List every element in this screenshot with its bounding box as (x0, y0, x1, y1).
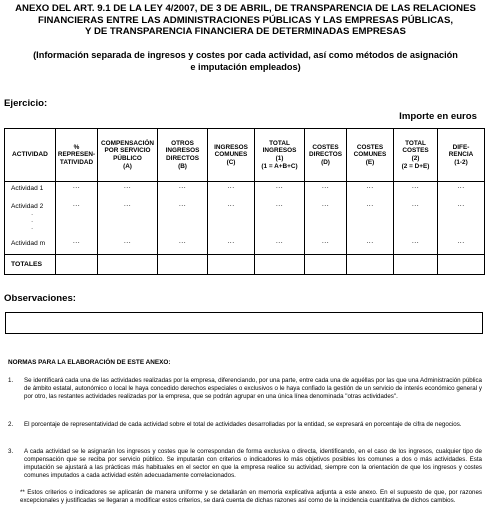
header-line: (C) (226, 158, 236, 166)
placeholder-value: ... (72, 201, 81, 208)
activity-label: Actividad 2 (11, 203, 44, 210)
data-cell[interactable] (305, 182, 347, 255)
ellipsis-dot: · (31, 218, 34, 225)
activity-label: Actividad m (11, 240, 46, 247)
placeholder-value: ... (227, 201, 235, 208)
header-line: DIRECTOS (309, 151, 342, 159)
data-cell[interactable] (56, 182, 98, 255)
placeholder-value: ... (321, 183, 330, 190)
totals-cell[interactable] (347, 255, 394, 275)
placeholder-value: ... (366, 201, 374, 208)
header-line: INGRESOS (214, 143, 248, 151)
header-line: COMUNES (214, 151, 248, 159)
placeholder-value: ... (411, 238, 420, 245)
norma-text: A cada actividad se le asignarán los ingresos y costes que le correspondan de forma exclusiva o directa, identificando, en el caso de los ingresos, cualquier tipo de compensación que se reciba por servicio público. Se imputarán con criterios o indicadores lo más objetivos posibles los comunes a dos o más actividades. Esta imputación se ajustará a las prácticas más habituales en el sector en que la empresa realice su actividad, siempre con la orientación de que los ingresos y costes comunes imputados a cada actividad estén adecuadamente correlacionados. (24, 448, 482, 479)
header-line: COMUNES (353, 151, 387, 159)
header-line: (1 = A+B+C) (261, 162, 298, 170)
totals-cell[interactable] (438, 255, 485, 275)
placeholder-value: ... (457, 183, 465, 190)
placeholder-value: ... (123, 201, 132, 208)
header-line: POR SERVICIO (104, 147, 151, 155)
observaciones-label: Observaciones: (4, 293, 76, 304)
title-line: ANEXO DEL ART. 9.1 DE LA LEY 4/2007, DE 3 DE ABRIL, DE TRANSPARENCIA DE LAS RELACIONES (15, 3, 476, 14)
data-cell[interactable] (208, 182, 255, 255)
norma-item (8, 377, 482, 401)
subtitle-line: (Información separada de ingresos y costes por cada actividad, así como métodos de asignación (33, 50, 458, 60)
data-cell[interactable] (347, 182, 394, 255)
col-header-actividad (5, 129, 56, 182)
col-header-representatividad (56, 129, 98, 182)
ejercicio-label: Ejercicio: (4, 98, 48, 109)
placeholder-value: ... (123, 238, 132, 245)
placeholder-value: ... (72, 238, 81, 245)
data-cell[interactable] (394, 182, 438, 255)
header-line: COSTES (312, 143, 339, 151)
normas-note: ** Estos criterios o indicadores se aplicarán de manera uniforme y se detallarán en memoria explicativa adjunta a este anexo. En el supuesto de que, por razones excepcionales y justificadas se llegaran a modificar estos criterios, se dará cuenta de dichas razones así como de la incidencia cuantitativa de dichos cambios. (20, 489, 482, 504)
totals-label: TOTALES (5, 255, 56, 275)
importe-label: Importe en euros (399, 111, 477, 122)
col-header-ingresos-comunes (208, 129, 255, 182)
table-header-row (5, 129, 485, 182)
activity-table (4, 128, 485, 275)
header-line: TATIVIDAD (59, 158, 94, 166)
placeholder-value: ... (227, 238, 235, 245)
col-header-diferencia (438, 129, 485, 182)
title-line: FINANCIERAS ENTRE LAS ADMINISTRACIONES PÚBLICAS Y LAS EMPRESAS PÚBLICAS, (37, 14, 454, 26)
totals-cell[interactable] (255, 255, 305, 275)
ellipsis-dot: · (31, 211, 34, 218)
placeholder-value: ... (411, 183, 420, 190)
ellipsis-dot: · (31, 225, 34, 232)
norma-text: Se identificará cada una de las actividades realizadas por la empresa, diferenciando, por una parte, entre cada una de aquéllas por las que una Administración pública de ámbito estatal, autonómico o local le haya concedido derechos especiales o exclusivos o le haya confiado la gestión de un servicio de interés económico general y por otro, las restantes actividades realizadas por la empresa, que se podrán agrupar en una única línea denominada "otras actividades". (24, 377, 482, 400)
norma-number: 2. (8, 421, 14, 428)
col-header-costes-directos (305, 129, 347, 182)
placeholder-value: ... (366, 183, 374, 190)
header-line: (1) (275, 155, 284, 162)
header-line: DIRECTOS (166, 155, 199, 162)
header-line: COSTES (356, 143, 384, 151)
header-line: DIFE- (452, 143, 470, 151)
header-line: TOTAL (405, 139, 426, 147)
header-line: (2) (411, 155, 420, 162)
placeholder-value: ... (457, 201, 465, 208)
totals-cell[interactable] (56, 255, 98, 275)
header-line: (B) (178, 162, 187, 170)
header-line: RENCIA (448, 151, 474, 159)
col-header-total-costes (394, 129, 438, 182)
placeholder-value: ... (123, 183, 132, 190)
placeholder-value: ... (275, 183, 284, 190)
activity-names-cell (5, 182, 56, 255)
activity-label: Actividad 1 (11, 185, 44, 192)
norma-text: El porcentaje de representatividad de cada actividad sobre el total de actividades desarrolladas por la entidad, se expresará en porcentaje de cifra de negocios. (24, 421, 462, 428)
placeholder-value: ... (366, 238, 374, 245)
col-header-compensacion (98, 129, 158, 182)
placeholder-value: ... (321, 238, 330, 245)
placeholder-value: ... (227, 183, 235, 190)
header-line: (E) (365, 158, 375, 166)
totals-cell[interactable] (305, 255, 347, 275)
placeholder-value: ... (178, 201, 187, 208)
placeholder-value: ... (411, 201, 420, 208)
header-line: INGRESOS (165, 147, 200, 155)
normas-title: NORMAS PARA LA ELABORACIÓN DE ESTE ANEXO: (8, 359, 171, 366)
header-line: ACTIVIDAD (12, 151, 48, 159)
norma-item (8, 421, 482, 429)
subtitle-line: e imputación empleados) (190, 61, 301, 72)
totals-row (5, 255, 485, 275)
col-header-costes-comunes (347, 129, 394, 182)
data-cell[interactable] (98, 182, 158, 255)
placeholder-value: ... (275, 238, 284, 245)
header-line: % (73, 143, 80, 151)
header-line: (A) (123, 162, 132, 170)
header-line: TOTAL (269, 139, 290, 147)
document-title (0, 3, 491, 38)
placeholder-value: ... (178, 183, 187, 190)
placeholder-value: ... (321, 201, 330, 208)
col-header-otros-ingresos (158, 129, 208, 182)
data-cell[interactable] (255, 182, 305, 255)
totals-cell[interactable] (98, 255, 158, 275)
observaciones-field[interactable] (5, 312, 483, 334)
header-line: REPRESEN- (57, 151, 96, 159)
norma-number: 1. (8, 377, 14, 384)
placeholder-value: ... (72, 183, 81, 190)
header-line: OTROS (171, 139, 194, 147)
totals-cell[interactable] (394, 255, 438, 275)
data-cell[interactable] (438, 182, 485, 255)
norma-item (8, 448, 482, 480)
placeholder-value: ... (275, 201, 284, 208)
title-line: Y DE TRANSPARENCIA FINANCIERA DE DETERMINADAS EMPRESAS (85, 26, 406, 37)
totals-cell[interactable] (158, 255, 208, 275)
document-subtitle (0, 50, 491, 73)
header-line: (2 = D+E) (401, 162, 430, 170)
header-line: INGRESOS (262, 147, 297, 155)
placeholder-value: ... (457, 238, 465, 245)
totals-cell[interactable] (208, 255, 255, 275)
header-line: (1-2) (454, 158, 468, 166)
col-header-total-ingresos (255, 129, 305, 182)
header-line: COMPENSACIÓN (101, 139, 154, 147)
header-line: PÚBLICO (113, 155, 142, 162)
header-line: (D) (321, 158, 330, 166)
header-line: COSTES (402, 147, 429, 155)
data-cell[interactable] (158, 182, 208, 255)
table-body-row (5, 182, 485, 255)
norma-number: 3. (8, 448, 14, 455)
placeholder-value: ... (178, 238, 187, 245)
